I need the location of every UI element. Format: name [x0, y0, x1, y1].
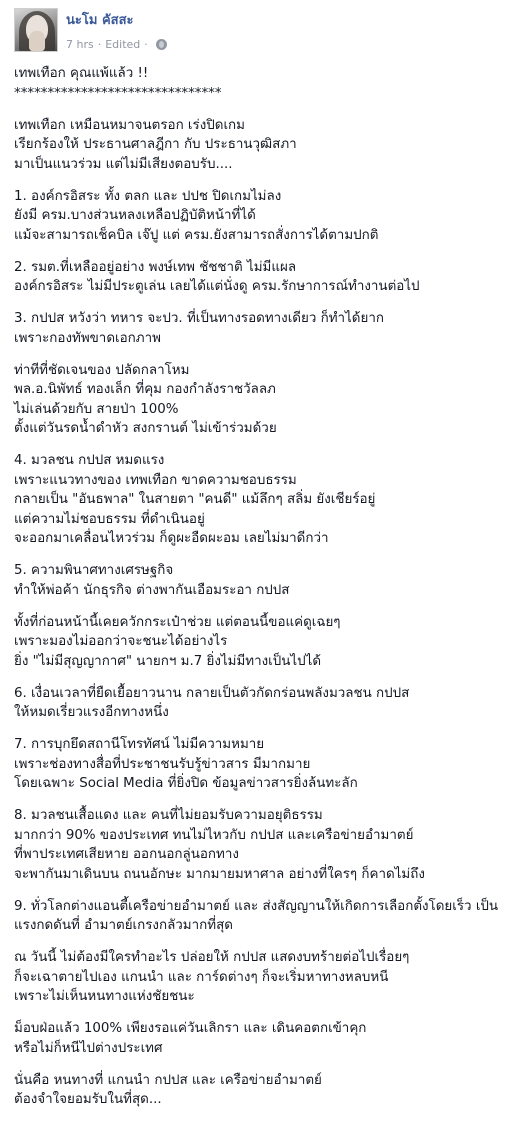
post-text-line: ม็อบฝ่อแล้ว 100% เพียงรอแค่วันเลิกรา และ เดินคอตกเข้าคุก [14, 1021, 367, 1036]
meta-separator: · [97, 38, 102, 51]
post-paragraph [14, 64, 522, 103]
edited-label[interactable]: Edited [105, 38, 141, 51]
post-text-line: ยังมี ครม.บางส่วนหลงเหลือปฏิบัติหน้าที่ได้ [14, 208, 256, 223]
post-meta [66, 38, 167, 51]
post-text-line: เพราะแนวทางของ เทพเทือก ขาดความชอบธรรม [14, 472, 297, 488]
post-text-line: เทพเทือก คุณแพ้แล้ว !! [14, 66, 149, 81]
post-text-line: จะพากันมาเดินบน ถนนอักษะ มากมายมหาศาล อย่างที่ใครๆ ก็คาดไม่ถึง [14, 866, 425, 882]
post-text-line: ณ วันนี้ ไม่ต้องมีใครทำอะไร ปล่อยให้ กปปส แสดงบทร้ายต่อไปเรื่อยๆ [14, 950, 410, 965]
post-paragraph [14, 613, 522, 672]
post-text-line: เทพเทือก เหมือนหมาจนตรอก เร่งปิดเกม [14, 117, 245, 133]
post-text-line: มาเป็นแนวร่วม แต่ไม่มีเสียงตอบรับ.... [14, 156, 233, 172]
post-text-line: มากกว่า 90% ของประเทศ ทนไม่ไหวกับ กปปส และเครือข่ายอำมาตย์ [14, 827, 414, 843]
globe-icon[interactable] [156, 39, 167, 50]
post-text-line: นั่นคือ หนทางที่ แกนนำ กปปส และ เครือข่ายอำมาตย์ [14, 1072, 322, 1088]
post-text-line: ให้หมดเรี่ยวแรงอีกทางหนึ่ง [14, 705, 169, 720]
post-text-line: 3. กปปส หวังว่า ทหาร จะปว. ที่เป็นทางรอดทางเดียว ก็ทำได้ยาก [14, 311, 384, 326]
post-text-line: 6. เงื่อนเวลาที่ยืดเยื้อยาวนาน กลายเป็นตัวกัดกร่อนพลังมวลชน กปปส [14, 685, 410, 701]
post-text-line: ก็จะเฉาตายไปเอง แกนนำ และ การ์ดต่างๆ ก็จะเริ่มหาทางหลบหนี [14, 969, 389, 985]
post-text-line: ที่พาประเทศเสียหาย ออกนอกลู่นอกทาง [14, 847, 239, 862]
post-text-line: ทำให้พ่อค้า นักธุรกิจ ต่างพากันเอือมระอา กปปส [14, 582, 290, 598]
post-text-line: ตั้งแต่วันรดน้ำดำหัว สงกรานต์ ไม่เข้าร่วมด้วย [14, 421, 277, 436]
post-header [14, 8, 514, 58]
post-text-line: 8. มวลชนเสื้อแดง และ คนที่ไม่ยอมรับความอยุติธรรม [14, 808, 323, 823]
post-paragraph [14, 806, 522, 884]
post-paragraph [14, 309, 522, 348]
post-text-line: กลายเป็น "อันธพาล" ในสายตา "คนดี" แม้ลึกๆ สลิ่ม ยังเชียร์อยู่ [14, 492, 376, 507]
post-text-line: องค์กรอิสระ ไม่มีประตูเล่น เลยได้แต่นั่งดู ครม.รักษาการณ์ทำงานต่อไป [14, 279, 420, 294]
post-paragraph [14, 684, 522, 723]
post-text-line: เพราะมองไม่ออกว่าจะชนะได้อย่างไร [14, 634, 228, 649]
post-paragraph [14, 451, 522, 549]
avatar-hand-shape [29, 31, 45, 51]
post-text-line: ทั้งที่ก่อนหน้านี้เคยควักกระเป๋าช่วย แต่ตอนนี้ขอแค่ดูเฉยๆ [14, 614, 341, 630]
post-text-line: ท่าทีที่ชัดเจนของ ปลัดกลาโหม [14, 362, 190, 378]
post-text-line: แม้จะสามารถเช็คบิล เจ๊ปู แต่ ครม.ยังสามารถสั่งการได้ตามปกติ [14, 227, 379, 243]
post-text-line: 9. ทั่วโลกต่างแอนตี้เครือข่ายอำมาตย์ และ ส่งสัญญานให้เกิดการเลือกตั้งโดยเร็ว เป็น [14, 898, 499, 914]
post-body [14, 64, 522, 1122]
post-paragraph [14, 735, 522, 794]
meta-separator-2: · [144, 38, 148, 51]
post-text-line: เรียกร้องให้ ประธานศาลฎีกา กับ ประธานวุฒิสภา [14, 137, 297, 152]
post-text-line: จะออกมาเคลื่อนไหวร่วม ก็ดูผะอืดผะอม เลยไม่มาดีกว่า [14, 531, 329, 546]
post-text-line: แต่ความไม่ชอบธรรม ที่ดำเนินอยู่ [14, 511, 205, 527]
post-paragraph [14, 897, 522, 936]
post-paragraph [14, 258, 522, 297]
post-paragraph [14, 187, 522, 246]
post-text-line: 2. รมต.ที่เหลืออยู่อย่าง พงษ์เทพ ชัชชาติ ไม่มีแผล [14, 259, 297, 275]
post-text-line: 1. องค์กรอิสระ ทั้ง ตลก และ ปปช ปิดเกมไม่ลง [14, 188, 282, 204]
post-text-line: เพราะกองทัพขาดเอกภาพ [14, 330, 161, 346]
post-paragraph [14, 361, 522, 439]
post-text-line: เพราะช่องทางสื่อที่ประชาชนรับรู้ข่าวสาร มีมากมาย [14, 756, 311, 772]
post-text-line: ไม่เล่นด้วยกับ สายป่า 100% [14, 401, 179, 417]
post-paragraph [14, 561, 522, 600]
post-text-line: 4. มวลชน กปปส หมดแรง [14, 453, 165, 468]
post-text-line: ยิ่ง "ไม่มีสุญญากาศ" นายกฯ ม.7 ยิ่งไม่มีทางเป็นไปได้ [14, 653, 322, 669]
post-text-line: ต้องจำใจยอมรับในที่สุด... [14, 1092, 162, 1107]
post-paragraph [14, 948, 522, 1007]
post-timestamp[interactable]: 7 hrs [66, 38, 94, 51]
post-paragraph [14, 116, 522, 175]
post-text-line: 5. ความพินาศทางเศรษฐกิจ [14, 563, 174, 578]
post-text-line: 7. การบุกยึดสถานีโทรทัศน์ ไม่มีความหมาย [14, 737, 265, 752]
author-name-link[interactable]: นะโม คัสสะ [66, 13, 134, 28]
post-paragraph [14, 1019, 522, 1058]
post-text-line: โดยเฉพาะ Social Media ที่ยิ่งปิด ข้อมูลข่าวสารยิ่งล้นทะลัก [14, 776, 358, 791]
post-text-line: พล.อ.นิพัทธ์ ทองเล็ก ที่คุม กองกำลังราชวัลลภ [14, 382, 276, 397]
post-paragraph [14, 1071, 522, 1110]
post-text-line: หรือไม่ก็หนีไปต่างประเทศ [14, 1040, 163, 1056]
post-text-line: แรงกดดันที่ อำมาตย์เกรงกลัวมากที่สุด [14, 918, 233, 933]
post-text-line: ******************************* [14, 85, 222, 101]
author-avatar[interactable] [14, 8, 58, 52]
post-text-line: เพราะไม่เห็นหนทางแห่งชัยชนะ [14, 989, 195, 1004]
